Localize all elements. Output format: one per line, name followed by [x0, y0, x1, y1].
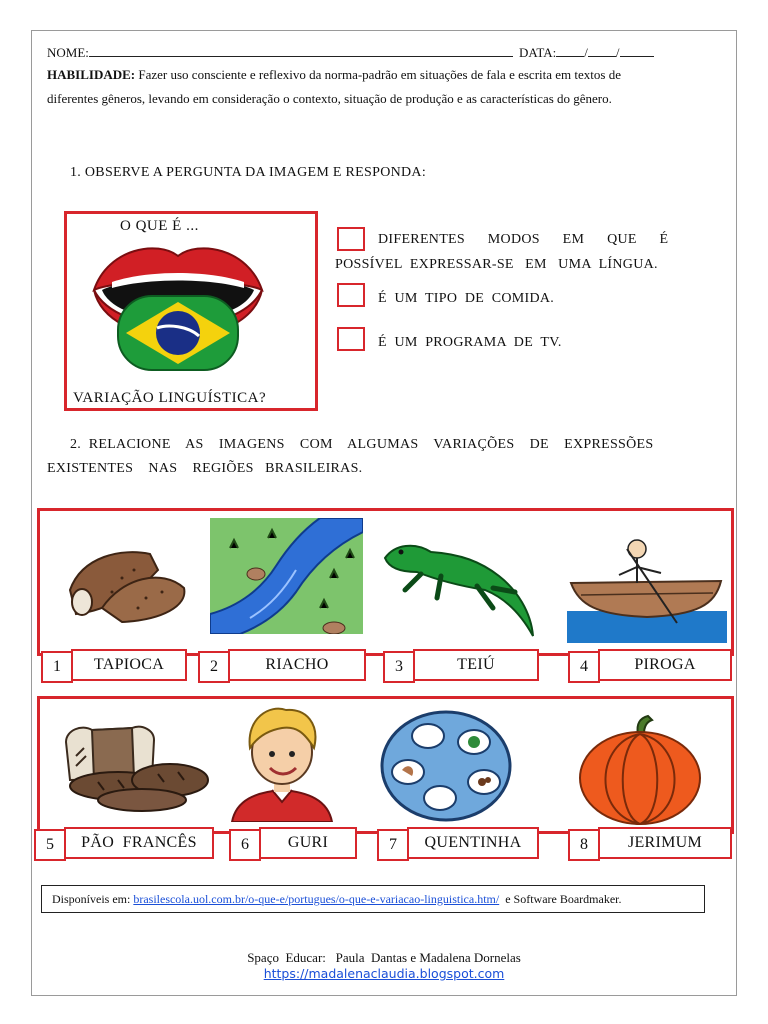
habilidade-text: HABILIDADE: Fazer uso consciente e reflexivo da norma-padrão em situações de fala e escrita em textos de	[47, 67, 621, 82]
source-suffix: e Software Boardmaker.	[505, 891, 622, 906]
bread-icon	[62, 720, 212, 812]
item-4-label: PIROGA	[598, 649, 732, 681]
lizard-icon	[381, 532, 537, 640]
item-6-number: 6	[229, 829, 261, 861]
item-7-label: QUENTINHA	[407, 827, 539, 859]
source-link[interactable]: brasilescola.uol.com.br/o-que-e/portugues/o-que-e-variacao-linguistica.htm/	[133, 891, 500, 906]
item-6-label: GURI	[259, 827, 357, 859]
question-1-title: 1. OBSERVE A PERGUNTA DA IMAGEM E RESPONDA:	[70, 165, 427, 180]
option-1-checkbox[interactable]	[337, 227, 365, 251]
option-3-text: É UM PROGRAMA DE TV.	[378, 335, 562, 350]
item-1-label: TAPIOCA	[71, 649, 187, 681]
item-5-label: PÃO FRANCÊS	[64, 827, 214, 859]
option-2-text: É UM TIPO DE COMIDA.	[378, 291, 555, 306]
pumpkin-icon	[578, 714, 702, 826]
boy-icon	[226, 704, 338, 822]
boat-icon	[567, 537, 727, 643]
name-line	[89, 44, 513, 57]
option-3-checkbox[interactable]	[337, 327, 365, 351]
image-bottom-text: VARIAÇÃO LINGUÍSTICA?	[73, 390, 267, 406]
item-3-label: TEIÚ	[413, 649, 539, 681]
item-5-number: 5	[34, 829, 66, 861]
name-field[interactable]	[47, 44, 513, 61]
footer-credit: Spaço Educar: Paula Dantas e Madalena Dornelas	[247, 950, 521, 965]
date-label: DATA:	[519, 45, 557, 60]
item-2-label: RIACHO	[228, 649, 366, 681]
item-8-number: 8	[568, 829, 600, 861]
stream-icon	[210, 518, 363, 634]
mouth-flag-icon	[88, 238, 268, 388]
item-8-label: JERIMUM	[598, 827, 732, 859]
question-2-title-2: EXISTENTES NAS REGIÕES BRASILEIRAS.	[47, 461, 363, 476]
name-label: NOME:	[47, 45, 89, 60]
option-1-text: DIFERENTES MODOS EM QUE É	[378, 232, 669, 247]
item-4-number: 4	[568, 651, 600, 683]
option-1-text-2: POSSÍVEL EXPRESSAR-SE EM UMA LÍNGUA.	[335, 257, 658, 272]
item-2-number: 2	[198, 651, 230, 683]
question-2-title: 2. RELACIONE AS IMAGENS COM ALGUMAS VARIAÇÕES DE EXPRESSÕES	[70, 437, 654, 452]
item-3-number: 3	[383, 651, 415, 683]
habilidade-line-2: diferentes gêneros, levando em consideração o contexto, situação de produção e as características do gênero.	[47, 91, 612, 106]
lunch-plate-icon	[380, 710, 512, 822]
source-prefix: Disponíveis em:	[52, 891, 131, 906]
date-field[interactable]: DATA: / /	[519, 44, 654, 61]
cassava-icon	[62, 548, 190, 624]
source-box	[41, 885, 705, 913]
footer-url-link[interactable]: https://madalenaclaudia.blogspot.com	[263, 966, 505, 981]
habilidade-label: HABILIDADE:	[47, 67, 136, 82]
item-1-number: 1	[41, 651, 73, 683]
option-2-checkbox[interactable]	[337, 283, 365, 307]
image-top-text: O QUE É ...	[120, 218, 199, 234]
item-7-number: 7	[377, 829, 409, 861]
